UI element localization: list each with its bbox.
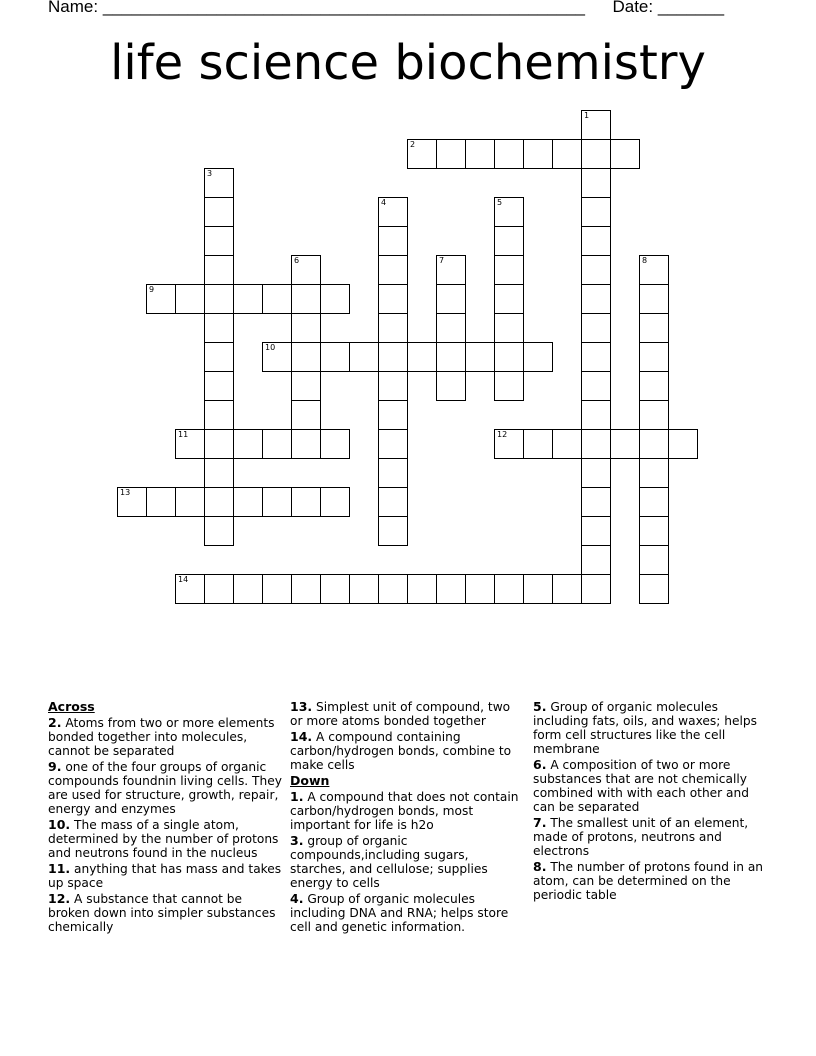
grid-cell[interactable] (639, 458, 669, 488)
clue-down-3: 3. group of organic compounds,including sugars, starches, and cellulose; supplies energy to cells (290, 833, 488, 890)
grid-cell[interactable] (523, 574, 553, 604)
grid-cell[interactable] (552, 139, 582, 169)
grid-cell[interactable] (581, 313, 611, 343)
grid-cell[interactable] (639, 371, 669, 401)
grid-cell[interactable] (436, 284, 466, 314)
grid-cell[interactable] (262, 429, 292, 459)
grid-cell[interactable] (204, 284, 234, 314)
grid-cell[interactable] (581, 197, 611, 227)
clue-number: 13 (120, 488, 131, 497)
grid-cell[interactable] (494, 342, 524, 372)
grid-cell[interactable] (320, 342, 350, 372)
grid-cell[interactable] (262, 342, 292, 372)
clue-across-13: 13. Simplest unit of compound, two or more atoms bonded together (290, 699, 511, 728)
grid-cell[interactable] (146, 284, 176, 314)
grid-cell[interactable] (610, 429, 640, 459)
grid-cell[interactable] (349, 574, 379, 604)
grid-cell[interactable] (407, 574, 437, 604)
grid-cell[interactable] (465, 342, 495, 372)
grid-cell[interactable] (407, 139, 437, 169)
grid-cell[interactable] (204, 255, 234, 285)
grid-cell[interactable] (436, 342, 466, 372)
grid-cell[interactable] (581, 545, 611, 575)
clue-down-1: 1. A compound that does not contain carbon/hydrogen bonds, most important for life is h2o (290, 789, 519, 832)
grid-cell[interactable] (204, 400, 234, 430)
grid-cell[interactable] (494, 574, 524, 604)
grid-cell[interactable] (175, 429, 205, 459)
clue-down-6: 6. A composition of two or more substances that are not chemically combined with with each other and can be separated (533, 757, 749, 814)
clue-number: 12 (497, 430, 508, 439)
grid-cell[interactable] (581, 255, 611, 285)
grid-cell[interactable] (436, 574, 466, 604)
across-heading: Across (48, 699, 95, 714)
date-blank[interactable]: _______ (657, 0, 725, 16)
grid-cell[interactable] (581, 371, 611, 401)
grid-cell[interactable] (291, 284, 321, 314)
grid-cell[interactable] (291, 487, 321, 517)
grid-cell[interactable] (233, 487, 263, 517)
grid-cell[interactable] (233, 574, 263, 604)
page-title: life science biochemistry (110, 35, 706, 91)
grid-cell[interactable] (204, 574, 234, 604)
grid-cell[interactable] (291, 342, 321, 372)
grid-cell[interactable] (291, 429, 321, 459)
grid-cell[interactable] (581, 574, 611, 604)
grid-cell[interactable] (320, 284, 350, 314)
grid-cell[interactable] (494, 429, 524, 459)
header-line (48, 0, 768, 20)
grid-cell[interactable] (291, 313, 321, 343)
clue-number: 3 (207, 169, 213, 178)
grid-cell[interactable] (262, 487, 292, 517)
clue-number: 14 (178, 575, 189, 584)
grid-cell[interactable] (465, 574, 495, 604)
grid-cell[interactable] (639, 574, 669, 604)
clue-number: 5 (497, 198, 503, 207)
grid-cell[interactable] (378, 342, 408, 372)
clue-number: 11 (178, 430, 189, 439)
grid-cell[interactable] (494, 139, 524, 169)
grid-cell[interactable] (639, 487, 669, 517)
grid-cell[interactable] (494, 226, 524, 256)
clue-number: 2 (410, 140, 416, 149)
grid-cell[interactable] (581, 487, 611, 517)
grid-cell[interactable] (175, 487, 205, 517)
grid-cell[interactable] (436, 139, 466, 169)
grid-cell[interactable] (204, 458, 234, 488)
clue-down-5: 5. Group of organic molecules including fats, oils, and waxes; helps form cell structures like the cell membrane (533, 699, 757, 756)
grid-cell[interactable] (175, 284, 205, 314)
grid-cell[interactable] (262, 574, 292, 604)
clue-number: 7 (439, 256, 445, 265)
grid-cell[interactable] (175, 574, 205, 604)
grid-cell[interactable] (204, 226, 234, 256)
grid-cell[interactable] (320, 487, 350, 517)
grid-cell[interactable] (204, 197, 234, 227)
grid-cell[interactable] (581, 139, 611, 169)
name-blank[interactable]: ___________________________________________________ (102, 0, 585, 16)
grid-cell[interactable] (204, 168, 234, 198)
grid-cell[interactable] (552, 574, 582, 604)
grid-cell[interactable] (117, 487, 147, 517)
clue-column-2 (290, 700, 526, 936)
grid-cell[interactable] (349, 342, 379, 372)
grid-cell[interactable] (378, 429, 408, 459)
grid-cell[interactable] (378, 487, 408, 517)
grid-cell[interactable] (639, 516, 669, 546)
grid-cell[interactable] (465, 139, 495, 169)
grid-cell[interactable] (639, 255, 669, 285)
grid-cell[interactable] (378, 284, 408, 314)
grid-cell[interactable] (378, 313, 408, 343)
grid-cell[interactable] (523, 139, 553, 169)
grid-cell[interactable] (494, 197, 524, 227)
clue-across-10: 10. The mass of a single atom, determined by the number of protons and neutrons found in the nucleus (48, 817, 279, 860)
grid-cell[interactable] (378, 458, 408, 488)
grid-cell[interactable] (262, 284, 292, 314)
clue-column-1 (48, 700, 284, 936)
clue-across-14: 14. A compound containing carbon/hydrogen bonds, combine to make cells (290, 729, 512, 772)
grid-cell[interactable] (581, 226, 611, 256)
clue-across-11: 11. anything that has mass and takes up space (48, 861, 282, 890)
grid-cell[interactable] (378, 400, 408, 430)
clue-number: 4 (381, 198, 387, 207)
grid-cell[interactable] (639, 284, 669, 314)
grid-cell[interactable] (581, 516, 611, 546)
grid-cell[interactable] (407, 342, 437, 372)
grid-cell[interactable] (610, 139, 640, 169)
clue-down-8: 8. The number of protons found in an atom, can be determined on the periodic table (533, 859, 764, 902)
clue-number: 10 (265, 343, 276, 352)
grid-cell[interactable] (233, 429, 263, 459)
grid-cell[interactable] (204, 516, 234, 546)
grid-cell[interactable] (581, 168, 611, 198)
grid-cell[interactable] (581, 284, 611, 314)
grid-cell[interactable] (494, 313, 524, 343)
grid-cell[interactable] (291, 400, 321, 430)
grid-cell[interactable] (436, 371, 466, 401)
grid-cell[interactable] (639, 400, 669, 430)
grid-cell[interactable] (639, 545, 669, 575)
clue-across-12: 12. A substance that cannot be broken down into simpler substances chemically (48, 891, 276, 934)
grid-cell[interactable] (581, 458, 611, 488)
grid-cell[interactable] (204, 487, 234, 517)
grid-cell[interactable] (291, 371, 321, 401)
grid-cell[interactable] (639, 313, 669, 343)
grid-cell[interactable] (291, 255, 321, 285)
grid-cell[interactable] (523, 342, 553, 372)
clue-number: 1 (584, 111, 590, 120)
grid-cell[interactable] (581, 342, 611, 372)
grid-cell[interactable] (523, 429, 553, 459)
clue-number: 9 (149, 285, 155, 294)
clue-number: 8 (642, 256, 648, 265)
grid-cell[interactable] (494, 371, 524, 401)
grid-cell[interactable] (552, 429, 582, 459)
grid-cell[interactable] (378, 226, 408, 256)
grid-cell[interactable] (581, 110, 611, 140)
clue-column-3 (533, 700, 773, 904)
down-heading: Down (290, 773, 330, 788)
date-label: Date: (612, 0, 654, 16)
grid-cell[interactable] (291, 574, 321, 604)
grid-cell[interactable] (494, 255, 524, 285)
grid-cell[interactable] (378, 371, 408, 401)
grid-cell[interactable] (204, 371, 234, 401)
grid-cell[interactable] (436, 313, 466, 343)
grid-cell[interactable] (233, 284, 263, 314)
grid-cell[interactable] (581, 429, 611, 459)
grid-cell[interactable] (204, 429, 234, 459)
grid-cell[interactable] (494, 284, 524, 314)
grid-cell[interactable] (639, 429, 669, 459)
grid-cell[interactable] (204, 313, 234, 343)
clue-down-7: 7. The smallest unit of an element, made of protons, neutrons and electrons (533, 815, 749, 858)
grid-cell[interactable] (146, 487, 176, 517)
grid-cell[interactable] (378, 197, 408, 227)
grid-cell[interactable] (378, 516, 408, 546)
clue-across-9: 9. one of the four groups of organic compounds foundnin living cells. They are used for structure, growth, repair, energy and enzymes (48, 759, 282, 816)
grid-cell[interactable] (639, 342, 669, 372)
clue-number: 6 (294, 256, 300, 265)
clue-across-2: 2. Atoms from two or more elements bonded together into molecules, cannot be separated (48, 715, 275, 758)
grid-cell[interactable] (581, 400, 611, 430)
grid-cell[interactable] (204, 342, 234, 372)
name-label: Name: (48, 0, 99, 16)
grid-cell[interactable] (320, 429, 350, 459)
grid-cell[interactable] (378, 255, 408, 285)
grid-cell[interactable] (320, 574, 350, 604)
grid-cell[interactable] (436, 255, 466, 285)
clue-down-4: 4. Group of organic molecules including DNA and RNA; helps store cell and genetic information. (290, 891, 509, 934)
grid-cell[interactable] (668, 429, 698, 459)
grid-cell[interactable] (378, 574, 408, 604)
